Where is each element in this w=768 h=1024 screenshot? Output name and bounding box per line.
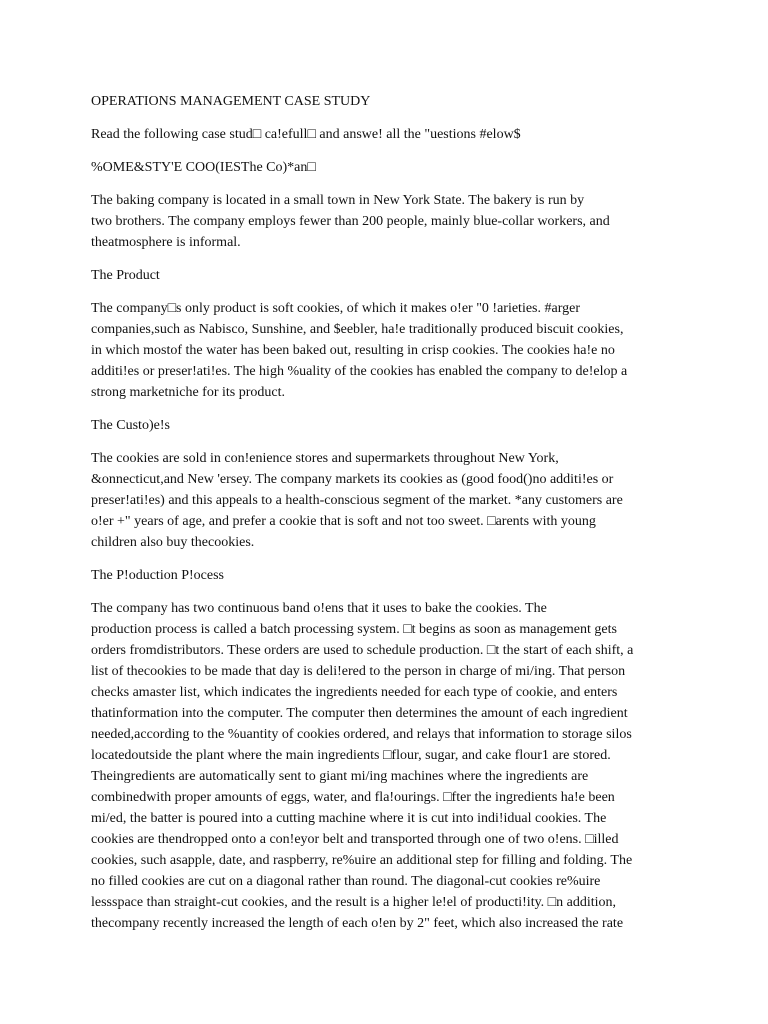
company-heading: %OME&STY'E COO(IESThe Co)*an□ [91,160,316,175]
production-paragraph: The company has two continuous band o!ens that it uses to bake the cookies. The production process is called a batch processing system. □t begins as soon as management gets orders fromdistributors. These orders are used to schedule production. □t the start of each shift, a list of thecookies to be made that day is deli!ered to the person in charge of mi/ing. That person checks amaster list, which indicates the ingredients needed for each type of cookie, and enters thatinformation into the computer. The computer then determines the amount of each ingredient needed,according to the %uantity of cookies ordered, and relays that information to storage silos locatedoutside the plant where the main ingredients □flour, sugar, and cake flour1 are stored. Theingredients are automatically sent to giant mi/ing machines where the ingredients are combinedwith proper amounts of eggs, water, and fla!ourings. □fter the ingredients ha!e been mi/ed, the batter is poured into a cutting machine where it is cut into indi!idual cookies. The cookies are thendropped onto a con!eyor belt and transported through one of two o!ens. □illed cookies, such asapple, date, and raspberry, re%uire an additional step for filling and folding. The no filled cookies are cut on a diagonal rather than round. The diagonal-cut cookies re%uire lessspace than straight-cut cookies, and the result is a higher le!el of producti!ity. □n addition, thecompany recently increased the length of each o!en by 2" feet, which also increased the rate [91,601,634,931]
customers-paragraph: The cookies are sold in con!enience stores and supermarkets throughout New York, &onnecticut,and New 'ersey. The company markets its cookies as (good food()no additi!es or preser!ati!es) and this appeals to a health-conscious segment of the market. *any customers are o!er +" years of age, and prefer a cookie that is soft and not too sweet. □arents with young children also buy thecookies. [91,451,623,550]
product-paragraph: The company□s only product is soft cookies, of which it makes o!er "0 !arieties. #arger companies,such as Nabisco, Sunshine, and $eebler, ha!e traditionally produced biscuit cookies, in which mostof the water has been baked out, resulting in crisp cookies. The cookies ha!e no additi!es or preser!ati!es. The high %uality of the cookies has enabled the company to de!elop a strong marketniche for its product. [91,301,628,400]
product-heading: The Product [91,268,160,283]
document-page [91,91,691,946]
instructions-text: Read the following case stud□ ca!efull□ and answe! all the "uestions #elow$ [91,127,521,142]
document-title: OPERATIONS MANAGEMENT CASE STUDY [91,94,371,109]
production-heading: The P!oduction P!ocess [91,568,224,583]
intro-paragraph: The baking company is located in a small town in New York State. The bakery is run by two brothers. The company employs fewer than 200 people, mainly blue-collar workers, and theatmosphere is informal. [91,193,610,250]
customers-heading: The Custo)e!s [91,418,170,433]
